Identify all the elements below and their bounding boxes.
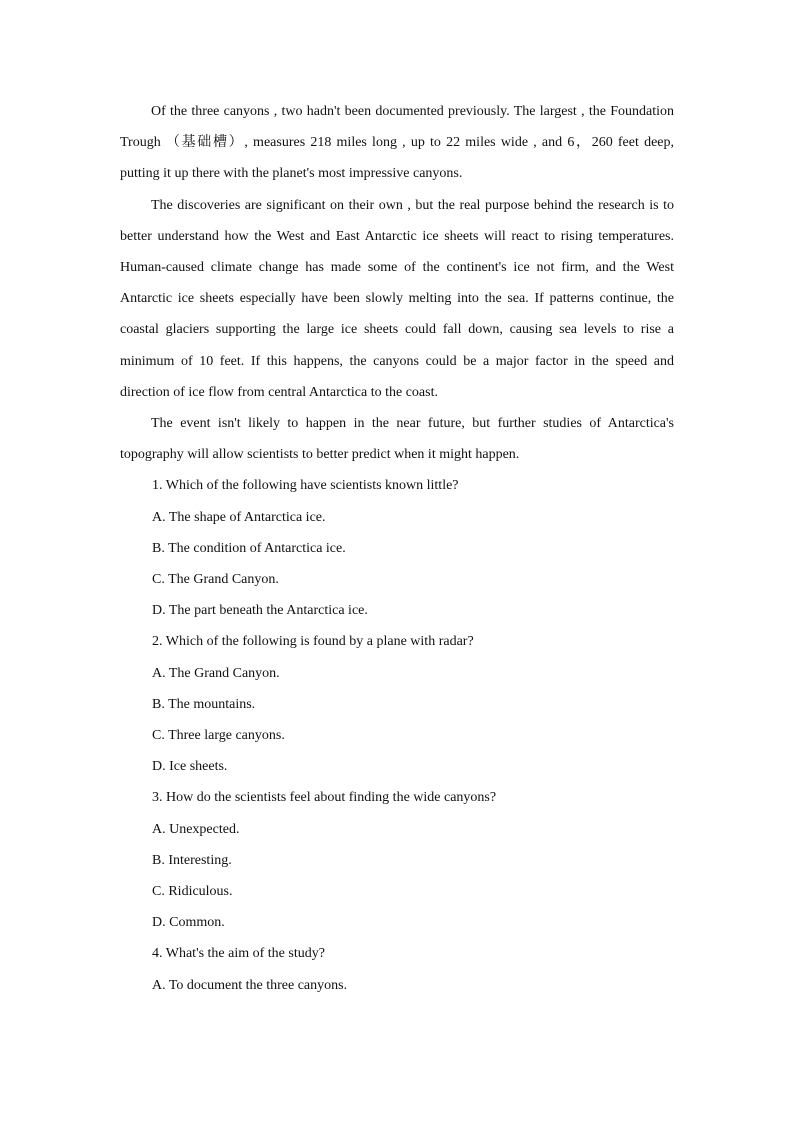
answer-option: A. The shape of Antarctica ice. — [152, 509, 326, 525]
question-stem: 4. What's the aim of the study? — [152, 946, 325, 962]
answer-option: A. To document the three canyons. — [152, 977, 348, 993]
answer-option: A. Unexpected. — [152, 821, 240, 837]
passage-paragraph: The event isn't likely to happen in the near future, but further studies of Antarctica's topography will allow scientists to better predict when it might happen. — [120, 416, 674, 463]
answer-option: B. The mountains. — [152, 696, 256, 712]
question-stem: 2. Which of the following is found by a plane with radar? — [152, 634, 474, 650]
answer-option: C. Ridiculous. — [152, 884, 233, 900]
document-page — [120, 96, 674, 1001]
answer-option: B. The condition of Antarctica ice. — [152, 540, 346, 556]
question-4 — [120, 938, 674, 1000]
answer-option: A. The Grand Canyon. — [152, 665, 280, 681]
answer-option: D. Ice sheets. — [152, 759, 228, 775]
answer-option: C. The Grand Canyon. — [152, 572, 279, 588]
answer-option: D. Common. — [152, 915, 225, 931]
answer-option: D. The part beneath the Antarctica ice. — [152, 603, 368, 619]
question-1 — [120, 470, 674, 626]
passage-paragraph: Of the three canyons , two hadn't been documented previously. The largest , the Foundation Trough （基础槽）, measures 218 miles long , up to 22 miles wide , and 6，260 feet deep, putting it up there with the planet's most impressive canyons. — [120, 104, 674, 182]
question-stem: 3. How do the scientists feel about finding the wide canyons? — [152, 790, 497, 806]
question-3 — [120, 782, 674, 938]
answer-option: B. Interesting. — [152, 852, 232, 868]
question-2 — [120, 626, 674, 782]
passage-paragraph: The discoveries are significant on their own , but the real purpose behind the research is to better understand how the West and East Antarctic ice sheets will react to rising temperatures. Human-caused climate change has made some of the continent's ice not firm, and the West Antarctic ice sheets especially have been slowly melting into the sea. If patterns continue, the coastal glaciers supporting the large ice sheets could fall down, causing sea levels to rise a minimum of 10 feet. If this happens, the canyons could be a major factor in the speed and direction of ice flow from central Antarctica to the coast. — [120, 197, 674, 400]
question-stem: 1. Which of the following have scientists known little? — [152, 478, 459, 494]
answer-option: C. Three large canyons. — [152, 728, 285, 744]
